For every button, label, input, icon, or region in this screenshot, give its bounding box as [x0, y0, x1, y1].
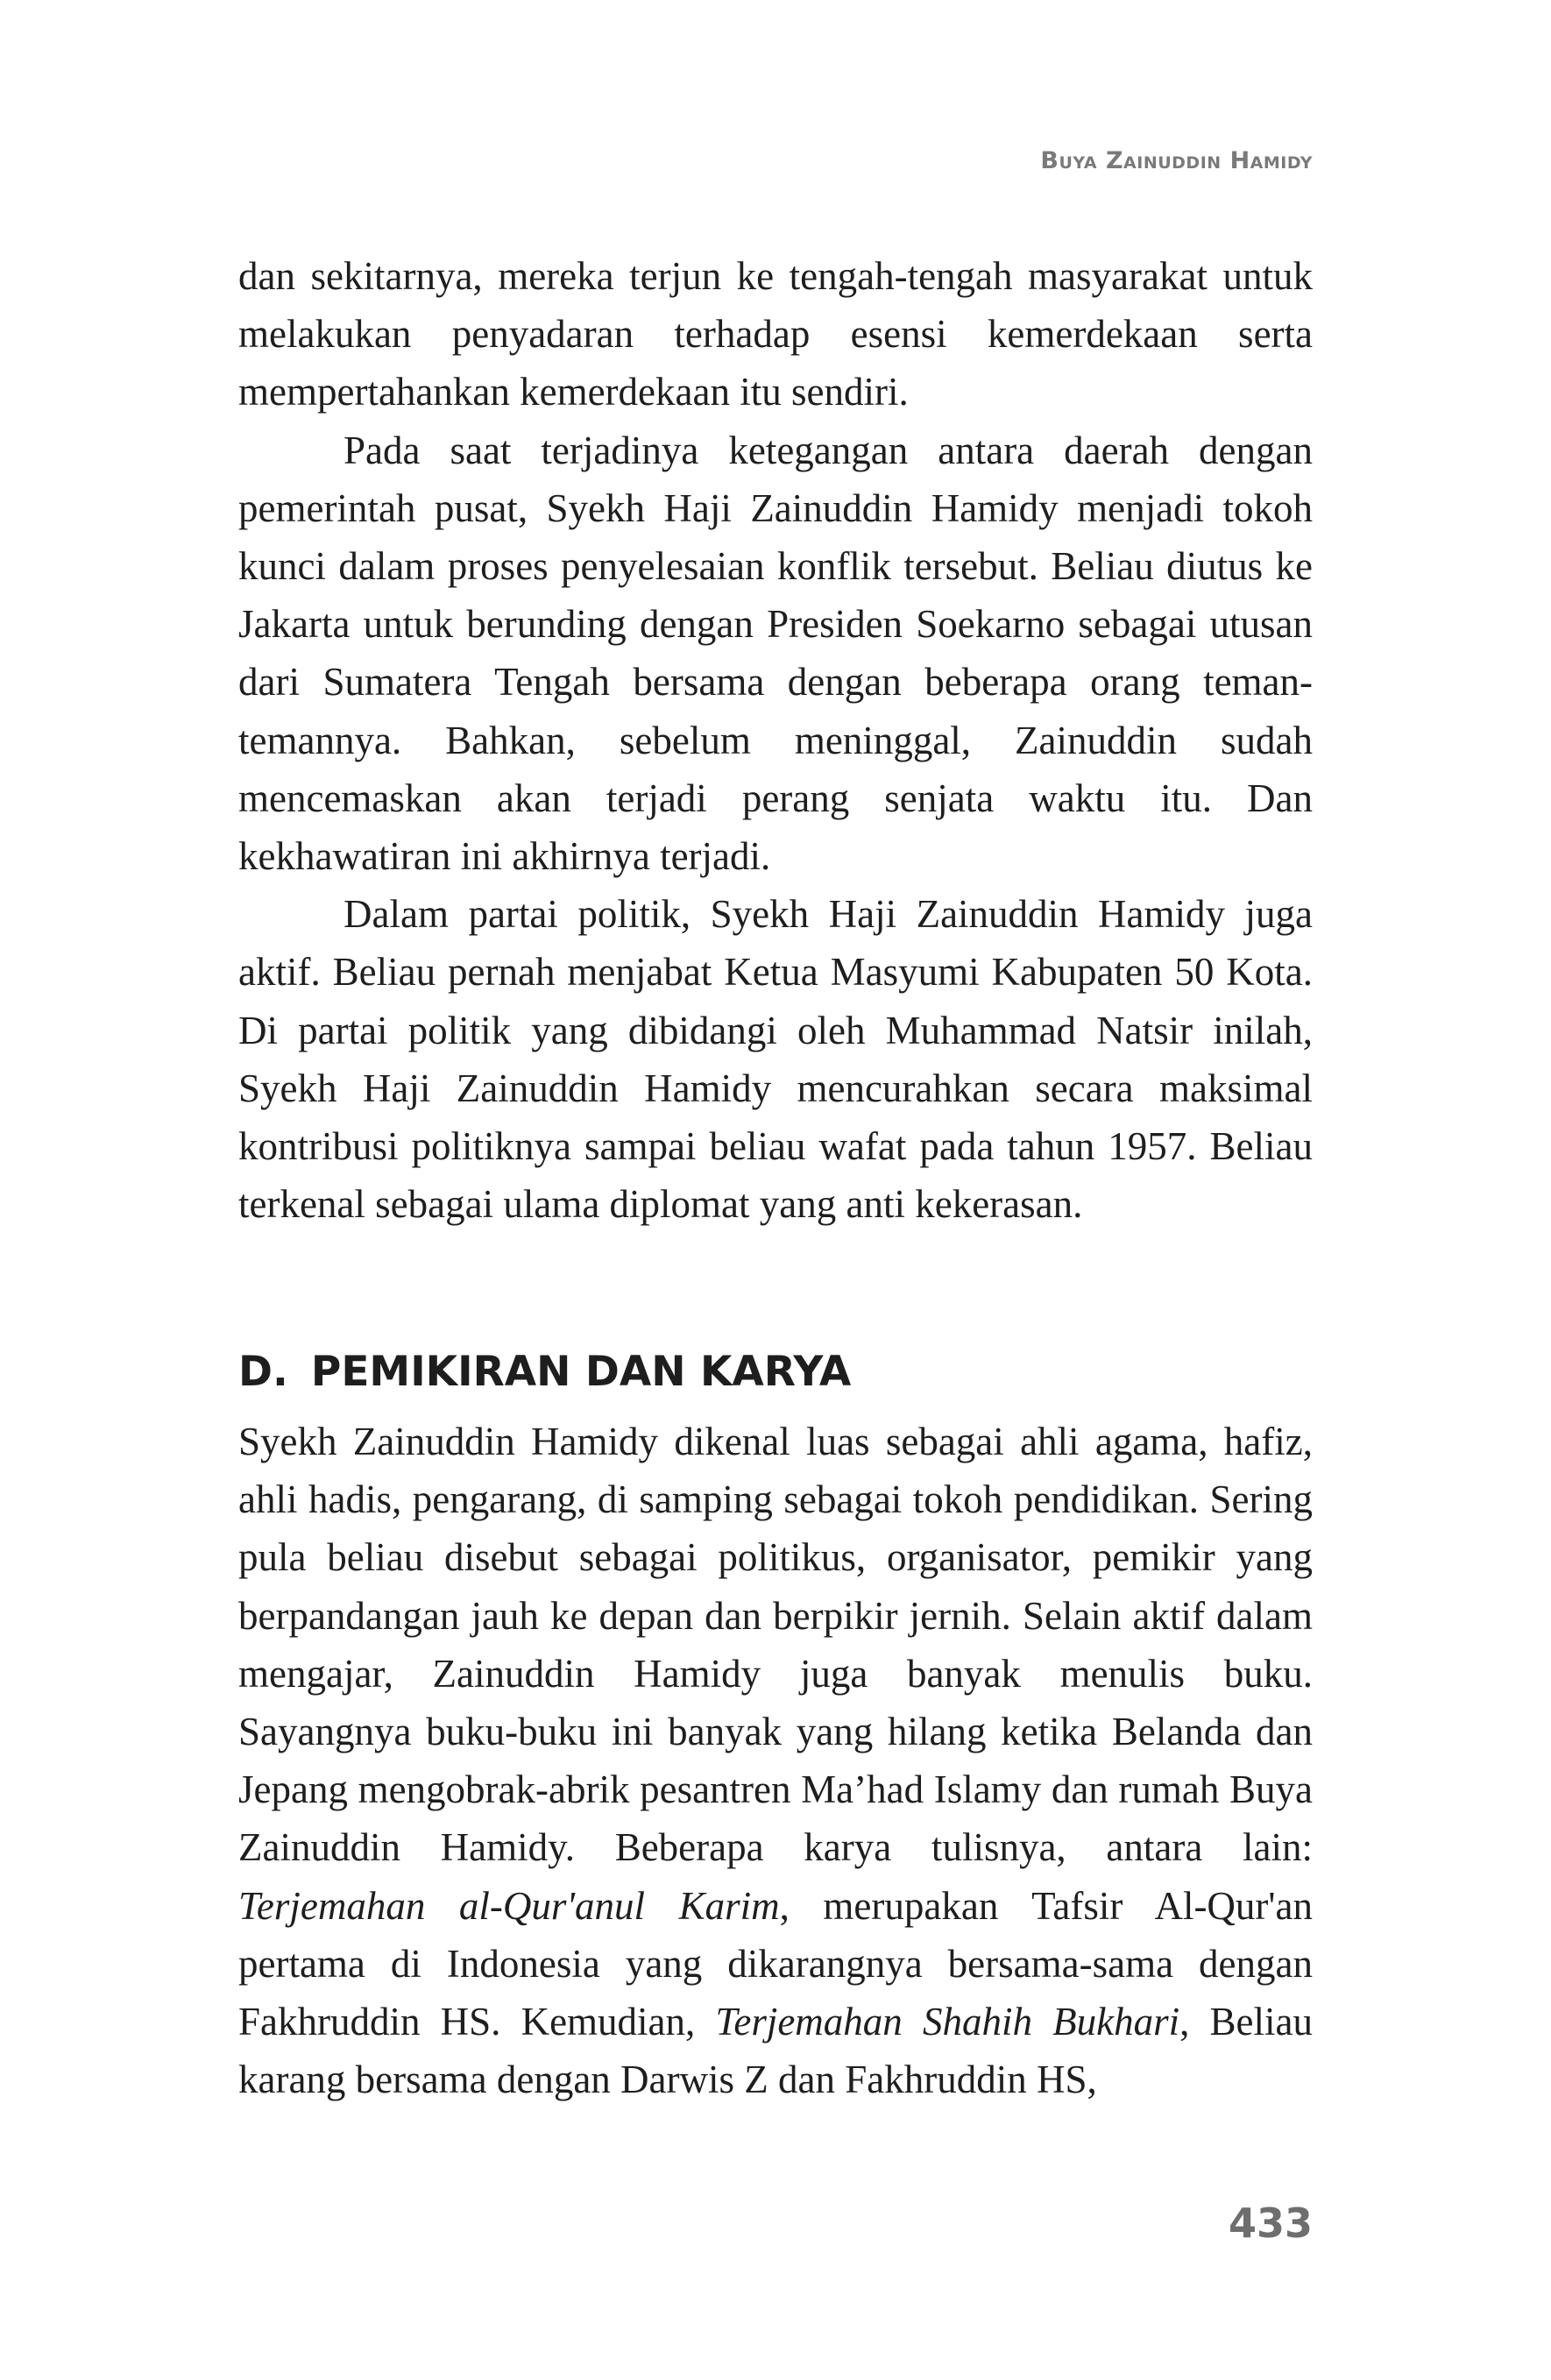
works-text-3: , Beliau karang bersama dengan Darwis Z dan Fakhruddin HS, — [238, 2000, 1313, 2102]
paragraph-works — [238, 1413, 1313, 2108]
works-text-2: , merupakan Tafsir Al-Qur'an pertama di Indonesia yang dikarangnya bersama-sama dengan Fakhruddin HS. Kemudian, — [238, 1883, 1313, 2044]
paragraph-politics: Dalam partai politik, Syekh Haji Zainuddin Hamidy juga aktif. Beliau pernah menjabat Ketua Masyumi Kabupaten 50 Kota. Di partai politik yang dibidangi oleh Muhammad Natsir inilah, Syekh Haji Zainuddin Hamidy mencurahkan secara maksimal kontribusi politiknya sampai beliau wafat pada tahun 1957. Beliau terkenal sebagai ulama diplomat yang anti kekerasan. — [238, 892, 1313, 1227]
page-number: 433 — [1228, 2199, 1313, 2247]
section-letter: D. — [238, 1348, 288, 1396]
section-title: PEMIKIRAN DAN KARYA — [310, 1348, 852, 1396]
running-header: Buya Zainuddin Hamidy — [1040, 147, 1313, 174]
body-top — [238, 247, 1313, 1233]
body-section — [238, 1413, 1313, 2108]
paragraph-conflict: Pada saat terjadinya ketegangan antara daerah dengan pemerintah pusat, Syekh Haji Zainuddin Hamidy menjadi tokoh kunci dalam proses penyelesaian konflik tersebut. Beliau diutus ke Jakarta untuk berunding dengan Presiden Soekarno sebagai utusan dari Sumatera Tengah bersama dengan beberapa orang teman-temannya. Bahkan, sebelum meninggal, Zainuddin sudah mencemaskan akan terjadi perang senjata waktu itu. Dan kekhawatiran ini akhirnya terjadi. — [238, 428, 1313, 879]
works-text-1: Syekh Zainuddin Hamidy dikenal luas sebagai ahli agama, hafiz, ahli hadis, pengarang, di samping sebagai tokoh pendidikan. Sering pula beliau disebut sebagai politikus, organisator, pemikir yang berpandangan jauh ke depan dan berpikir jernih. Selain aktif dalam mengajar, Zainuddin Hamidy juga banyak menulis buku. Sayangnya buku-buku ini banyak yang hilang ketika Belanda dan Jepang mengobrak-abrik pesantren Ma’had Islamy dan rumah Buya Zainuddin Hamidy. Beberapa karya tulisnya, antara lain: — [238, 1420, 1313, 1870]
paragraph-continued: dan sekitarnya, mereka terjun ke tengah-tengah masyarakat untuk melakukan penyadaran terhadap esensi kemerdekaan serta mempertahankan kemerdekaan itu sendiri. — [238, 254, 1313, 414]
section-heading — [238, 1348, 851, 1396]
work-title-quran: Terjemahan al-Qur'anul Karim — [238, 1883, 780, 1928]
work-title-bukhari: Terjemahan Shahih Bukhari — [715, 2000, 1180, 2044]
